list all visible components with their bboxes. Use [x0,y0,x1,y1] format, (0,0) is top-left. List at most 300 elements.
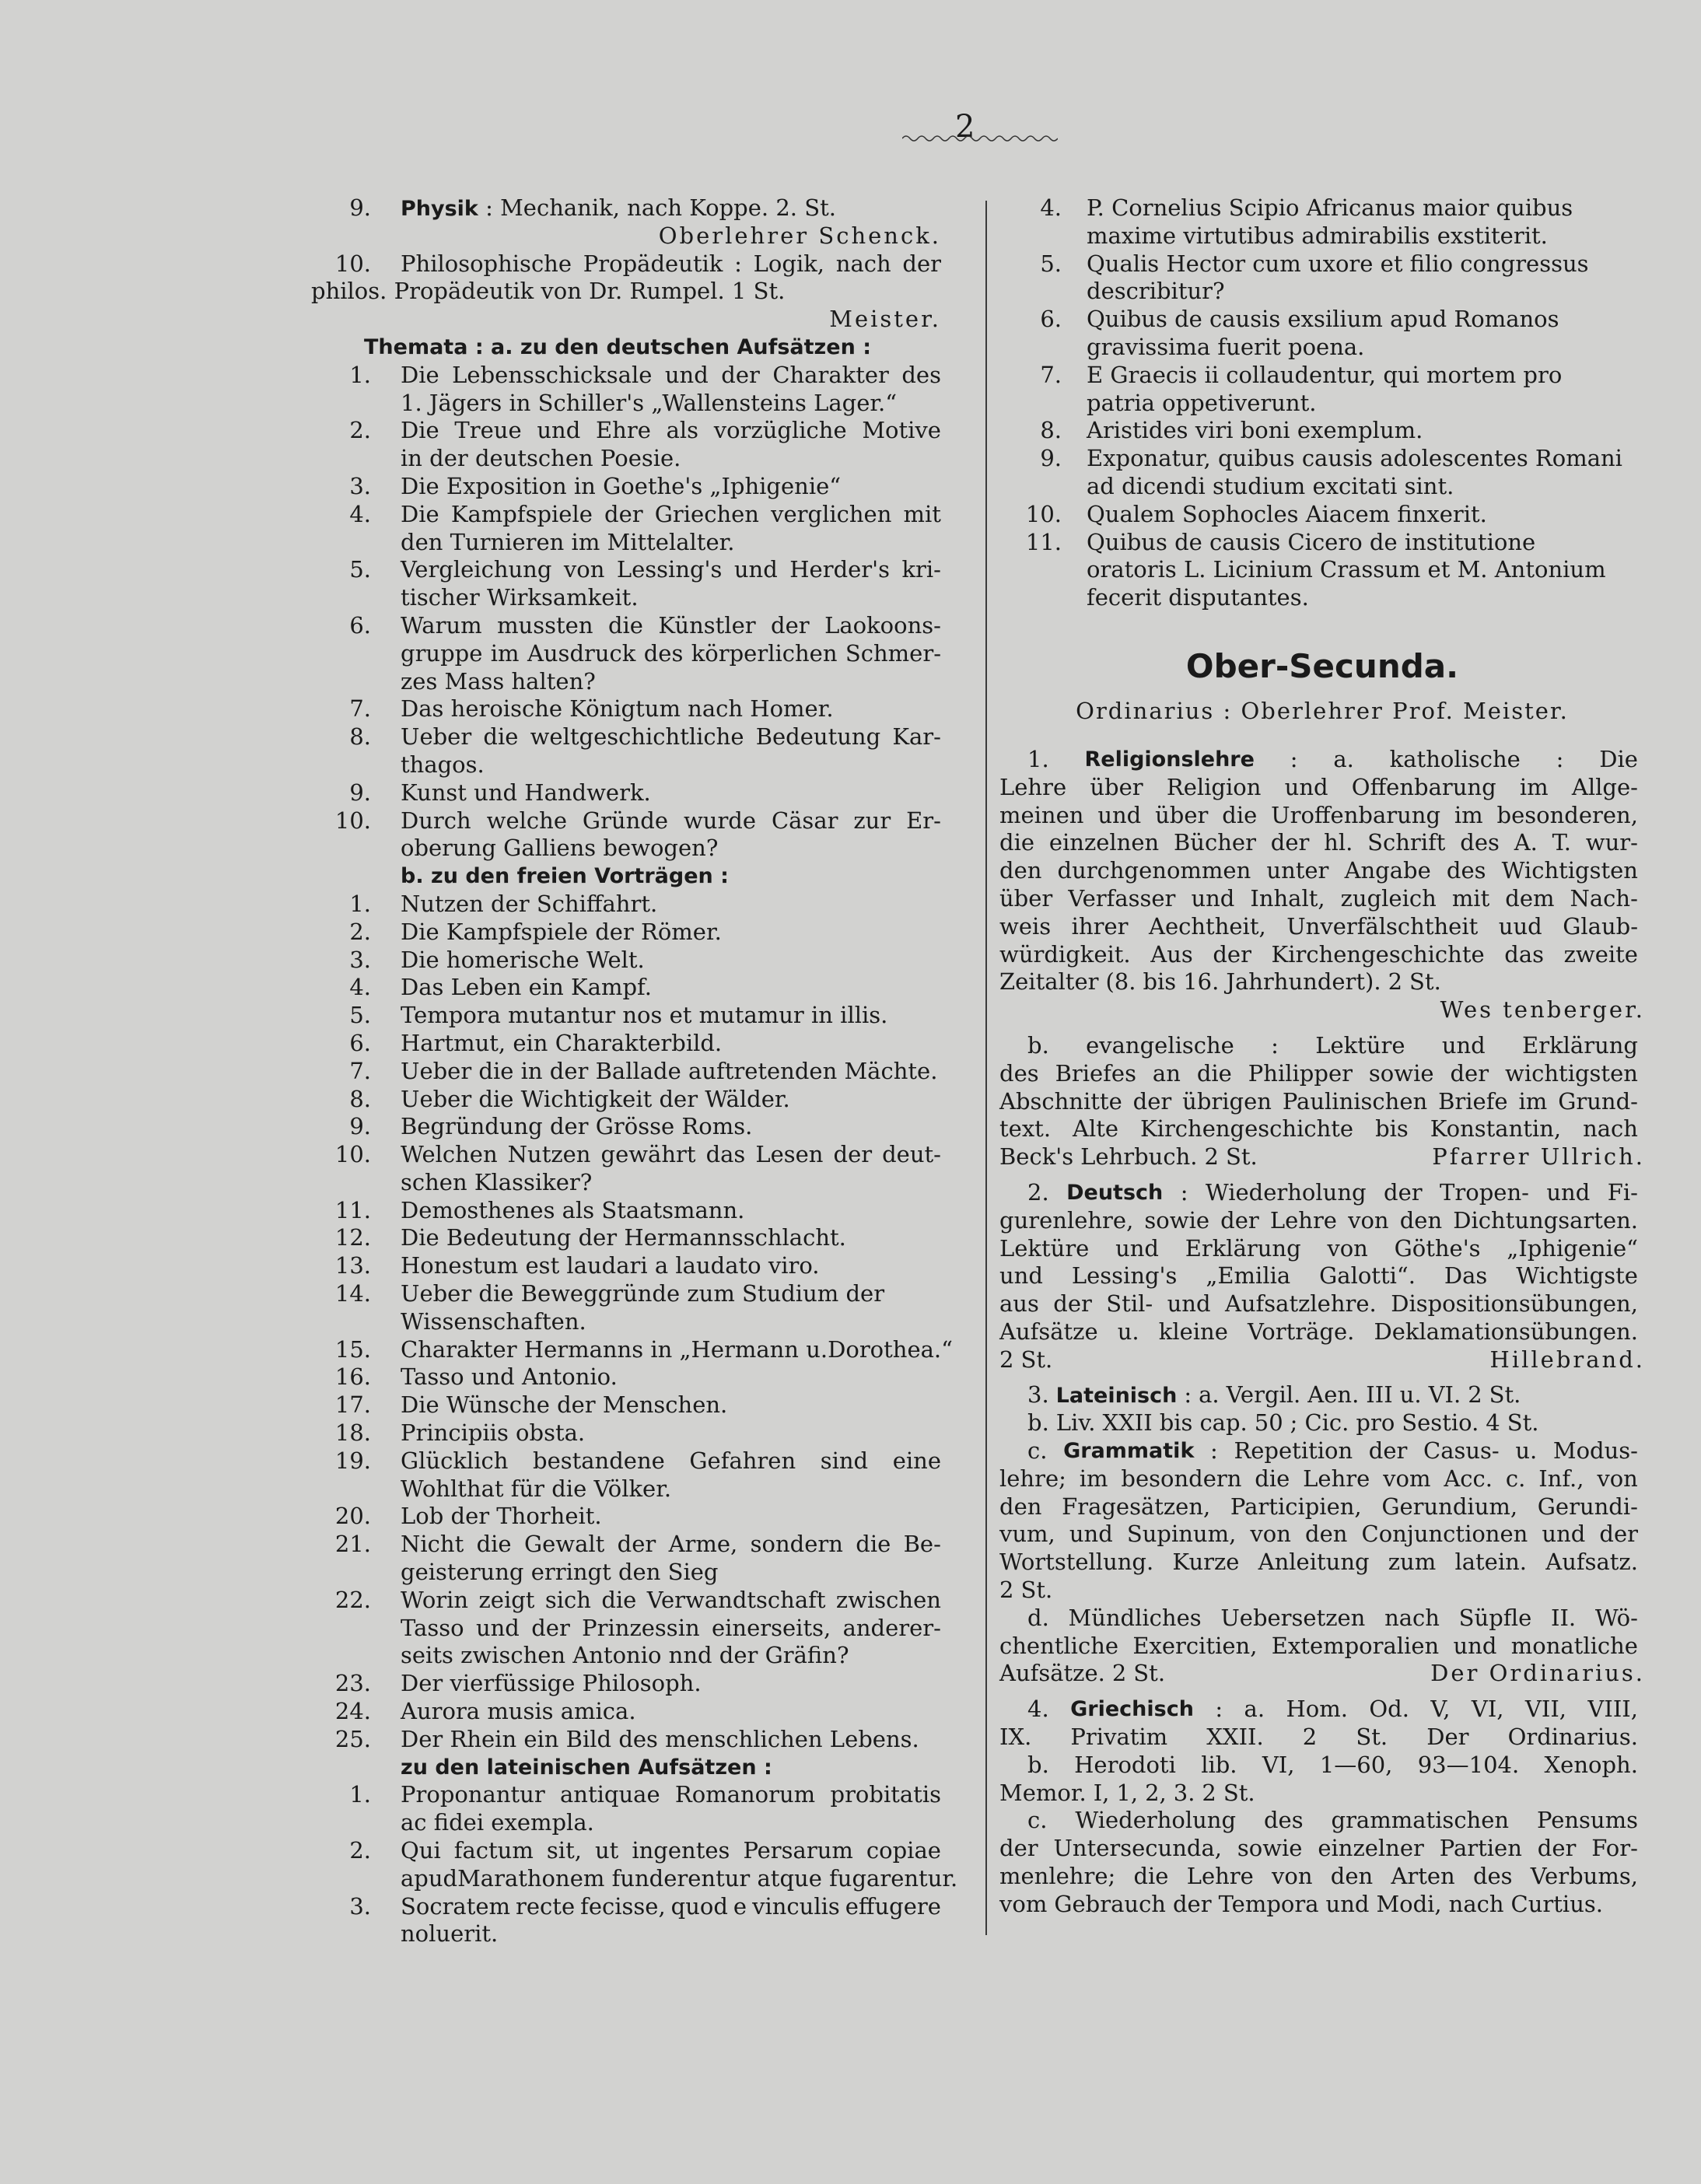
griechisch-text: c. Wiederholung des grammatischen Pensums [1027,1807,1638,1834]
ordinarius-line: Ordinarius : Oberlehrer Prof. Meister. [1076,697,1569,724]
item-text: patria oppetiverunt. [1087,389,1317,416]
list-item-line [999,334,1645,362]
item-number: 6. [349,611,371,639]
list-item-line [311,1587,941,1615]
item-text: ad dicendi studium excitati sint. [1087,472,1454,499]
griechisch-line [999,1807,1645,1835]
item-number: 9. [349,194,371,221]
list-item-line [999,445,1645,473]
class-heading: Ober-Secunda. [1185,646,1459,685]
item-text: thagos. [401,751,485,778]
philos-text-2: philos. Propädeutik von Dr. Rumpel. 1 St. [311,278,786,305]
teacher-name: Hillebrand. [1489,1346,1645,1373]
list-item-line [311,1447,941,1475]
item-number: 12. [334,1224,371,1251]
list-item-line [311,668,941,696]
deutsch-last-line [999,1346,1645,1374]
religion-ev-line [999,1088,1645,1116]
item-number: 10. [334,250,371,277]
item-number: 2. [349,1837,371,1864]
list-item-line [999,556,1645,584]
latein-text: chentliche Exercitien, Extemporalien und monatliche [999,1632,1638,1659]
item-text: Nicht die Gewalt der Arme, sondern die Be- [401,1531,941,1558]
item-text: Der Rhein ein Bild des menschlichen Lebens. [401,1725,919,1752]
deutsch-line [999,1207,1645,1235]
item-number: 16. [334,1363,371,1391]
item-number: 15. [334,1335,371,1363]
religion-ev-line [999,1060,1645,1088]
item-text: P. Cornelius Scipio Africanus maior quibus [1087,194,1573,221]
item-text: Die Exposition in Goethe's „Iphigenie“ [401,472,842,499]
teacher-line [999,996,1645,1024]
item-text: Quibus de causis exsilium apud Romanos [1087,306,1559,333]
griechisch-line [999,1835,1645,1863]
item-text: Vergleichung von Lessing's und Herder's kri- [401,556,941,583]
list-item-line [311,1169,941,1197]
list-item-line [311,640,941,668]
deutsch-text: und Lessing's „Emilia Galotti“. Das Wichtigste [999,1262,1638,1290]
religion-line [999,885,1645,913]
item-text: Durch welche Gründe wurde Cäsar zur Er- [401,807,941,834]
item-number: 7. [349,1057,371,1084]
list-item-line [311,1670,941,1698]
deutsch-text: Lektüre und Erklärung von Göthe's „Iphigenie“ [999,1234,1638,1262]
list-item-line [311,947,941,975]
deutsch-line [999,1262,1645,1290]
religion-ev-text: Beck's Lehrbuch. 2 St. [999,1143,1258,1171]
item-text: in der deutschen Poesie. [401,445,681,472]
item-number: 5. [349,1002,371,1029]
item-text: Worin zeigt sich die Verwandtschaft zwischen [401,1586,941,1613]
item-number: 1. [349,890,371,917]
item-number: 18. [334,1419,371,1447]
list-item-line [999,417,1645,445]
list-item-line [311,501,941,529]
item-text: Ueber die Wichtigkeit der Wälder. [401,1085,790,1112]
item-text: Aurora musis amica. [401,1698,636,1725]
list-item-line [311,1809,941,1837]
griechisch-line [999,1752,1645,1780]
list-item-line [311,1030,941,1058]
list-item-line [311,1419,941,1447]
list-item-line [311,556,941,584]
item-number: 10. [334,807,371,834]
list-item-line [311,1893,941,1921]
item-text: Honestum est laudari a laudato viro. [401,1252,820,1279]
religion-line [999,746,1645,774]
latein-line [999,1381,1645,1409]
item-text: oratoris L. Licinium Crassum et M. Antonium [1087,556,1606,583]
religion-text: Zeitalter (8. bis 16. Jahrhundert). 2 St. [999,968,1441,996]
religion-line [999,774,1645,802]
griechisch-text: Memor. I, 1, 2, 3. 2 St. [999,1779,1255,1806]
spacer [999,1171,1645,1179]
griechisch-line [999,1863,1645,1891]
list-item-line [311,835,941,863]
list-item-line [999,278,1645,306]
religion-line [999,829,1645,857]
vortraege-heading-line [311,863,941,891]
section-heading: b. zu den freien Vorträgen : [401,864,729,889]
list-item-line [311,919,941,947]
item-number: 2. [349,417,371,444]
list-item-line [311,1058,941,1086]
item-text: Socratem recte fecisse, quod e vinculis effugere [401,1892,941,1920]
teacher-name: Der Ordinarius. [1430,1660,1645,1687]
teacher-name: Wes tenberger. [1440,996,1645,1024]
item-text: Das Leben ein Kampf. [401,974,652,1001]
item-number: 23. [334,1670,371,1697]
deutsch-text: 2. Deutsch : Wiederholung der Tropen- und Fi- [1027,1178,1638,1206]
list-item-line [311,612,941,640]
item-number: 9. [349,779,371,806]
list-item-line [999,584,1645,612]
list-item-line [311,1475,941,1503]
latein-text: 3. Lateinisch : a. Vergil. Aen. III u. VI. 2 St. [1027,1381,1521,1409]
item-text: Die Treue und Ehre als vorzügliche Motive [401,417,941,444]
item-number: 10. [1025,500,1062,527]
list-item-line [311,390,941,418]
item-text: zes Mass halten? [401,667,596,695]
religion-ev-line [999,1032,1645,1060]
latein-line [999,1577,1645,1605]
item-number: 25. [334,1725,371,1752]
list-item-line [311,1252,941,1280]
teacher-line [311,306,941,334]
deutsch-line [999,1235,1645,1263]
section-heading: Themata : a. zu den deutschen Aufsätzen : [364,334,872,359]
religion-ev-text: Abschnitte der übrigen Paulinischen Briefe im Grund- [999,1087,1638,1115]
item-number: 3. [349,946,371,973]
griechisch-text: b. Herodoti lib. VI, 1—60, 93—104. Xenoph. [1027,1751,1638,1778]
deutsch-line [999,1290,1645,1318]
philos-line [311,250,941,278]
item-text: Hartmut, ein Charakterbild. [401,1029,723,1056]
list-item-line [311,1503,941,1531]
religion-line [999,802,1645,830]
list-item-line [999,362,1645,390]
list-item-line [311,695,941,723]
item-text: Qualem Sophocles Aiacem finxerit. [1087,500,1487,527]
latein-heading-line [311,1754,941,1782]
list-item-line [999,529,1645,557]
list-item-line [999,194,1645,222]
item-text: schen Klassiker? [401,1168,593,1195]
item-text: Die Kampfspiele der Römer. [401,918,722,945]
griechisch-line [999,1780,1645,1808]
item-number: 6. [1040,306,1062,333]
list-item-line [311,1920,941,1948]
item-text: apudMarathonem funderentur atque fugarentur. [401,1864,958,1892]
item-text: Qui factum sit, ut ingentes Persarum copiae [401,1837,941,1864]
item-number: 4. [1040,194,1062,221]
item-number: 13. [334,1252,371,1279]
item-text: Principiis obsta. [401,1419,586,1447]
list-item-line [311,891,941,919]
griechisch-line [999,1891,1645,1919]
list-item-line [311,1113,941,1141]
item-number: 7. [349,695,371,723]
religion-text: 1. Religionslehre : a. katholische : Die [1027,745,1638,772]
item-text: Die homerische Welt. [401,946,645,973]
item-number: 3. [349,1892,371,1920]
list-item-line [311,779,941,807]
item-text: fecerit disputantes. [1087,584,1309,611]
item-text: describitur? [1087,278,1225,305]
item-text: noluerit. [401,1920,499,1948]
list-item-line [311,1391,941,1419]
griechisch-line [999,1696,1645,1724]
item-number: 5. [1040,250,1062,277]
list-item-line [311,1363,941,1391]
left-column [311,194,958,1948]
religion-text: über Verfasser und Inhalt, zugleich mit dem Nach- [999,884,1638,912]
section-heading: zu den lateinischen Aufsätzen : [401,1755,772,1780]
latein-line [999,1549,1645,1577]
item-number: 1. [349,361,371,388]
item-text: Lob der Thorheit. [401,1503,602,1530]
list-item-line [311,445,941,473]
latein-line [999,1605,1645,1633]
item-text: Die Wünsche der Menschen. [401,1391,728,1419]
item-text: Der vierfüssige Philosoph. [401,1670,702,1697]
religion-line [999,857,1645,885]
list-item-line [999,250,1645,278]
latein-text: Wortstellung. Kurze Anleitung zum latein. Aufsatz. [999,1549,1638,1576]
latein-last-line [999,1660,1645,1688]
religion-text: würdigkeit. Aus der Kirchengeschichte das zweite [999,940,1638,968]
list-item-line [311,1002,941,1030]
item-number: 3. [349,472,371,499]
list-item-line [311,1335,953,1364]
religion-ev-text: des Briefes an die Philipper sowie der wichtigsten [999,1059,1638,1087]
philos-line-2 [311,278,941,306]
item-text: oberung Galliens bewogen? [401,835,719,862]
list-item-line [311,1224,941,1252]
item-text: E Graecis ii collaudentur, qui mortem pro [1087,361,1563,388]
griechisch-line [999,1724,1645,1752]
item-text: Das heroische Königtum nach Homer. [401,695,834,723]
deutsch-line [999,1318,1645,1346]
item-text: Die Lebensschicksale und der Charakter des [401,361,941,388]
list-item-line [311,1086,941,1114]
item-text: ac fidei exempla. [401,1809,594,1836]
item-number: 9. [349,1113,371,1140]
religion-text: weis ihrer Aechtheit, Unverfälschtheit uud Glaub- [999,912,1638,940]
item-number: 6. [349,1029,371,1056]
deutsch-text: aus der Stil- und Aufsatzlehre. Dispositionsübungen, [999,1290,1638,1318]
item-text: Warum mussten die Künstler der Laokoons- [401,611,941,639]
teacher-name: Meister. [829,306,941,333]
latein-text: vum, und Supinum, von den Conjunctionen und der [999,1521,1638,1548]
item-text: Quibus de causis Cicero de institutione [1087,528,1536,555]
philos-entry: Philosophische Propädeutik : Logik, nach der [401,250,941,277]
religion-ev-last-line [999,1143,1645,1171]
griechisch-text: IX. Privatim XXII. 2 St. Der Ordinarius. [999,1724,1638,1751]
item-text: Exponatur, quibus causis adolescentes Romani [1087,445,1622,472]
spacer [999,1024,1645,1032]
religion-text: den durchgenommen unter Angabe des Wichtigsten [999,857,1638,884]
item-text: tischer Wirksamkeit. [401,584,639,611]
list-item-line [311,1141,941,1169]
item-number: 8. [1040,417,1062,444]
list-item-line [311,362,941,390]
list-item-line [999,501,1645,529]
religion-line [999,913,1645,941]
list-item-line [311,751,941,779]
item-text: Begründung der Grösse Roms. [401,1113,753,1140]
latein-line [999,1465,1645,1493]
item-text: seits zwischen Antonio nnd der Gräfin? [401,1642,849,1669]
item-text: Proponantur antiquae Romanorum probitatis [401,1781,941,1808]
list-item-line [311,1698,941,1726]
religion-text: meinen und über die Uroffenbarung im besonderen, [999,801,1638,828]
item-text: Wissenschaften. [401,1307,586,1335]
list-item-line [311,723,941,751]
item-text: Ueber die Beweggründe zum Studium der [401,1280,885,1307]
item-text: Ueber die in der Ballade auftretenden Mächte. [401,1057,938,1084]
list-item-line [311,1864,958,1893]
item-text: gravissima fuerit poena. [1087,333,1365,360]
latein-text: den Fragesätzen, Participien, Gerundium, Gerundi- [999,1493,1638,1520]
item-number: 10. [334,1141,371,1168]
religion-text: Lehre über Religion und Offenbarung im Allge- [999,773,1638,800]
list-item-line [999,222,1645,250]
list-item-line [311,1308,941,1336]
latein-line [999,1437,1645,1465]
religion-ev-text: b. evangelische : Lektüre und Erklärung [1027,1031,1638,1059]
item-number: 11. [1025,528,1062,555]
religion-line [999,968,1645,996]
deutsch-text: gurenlehre, sowie der Lehre von den Dichtungsarten. [999,1206,1638,1234]
item-text: Aristides viri boni exemplum. [1087,417,1423,444]
item-text: Demosthenes als Staatsmann. [401,1196,745,1223]
teacher-line [311,222,941,250]
item-number: 17. [334,1391,371,1419]
list-item-line [311,417,941,445]
item-number: 4. [349,500,371,527]
item-number: 22. [334,1586,371,1613]
list-item-line [311,1781,941,1809]
item-number: 19. [334,1447,371,1474]
deutsch-text: Aufsätze u. kleine Vorträge. Deklamationsübungen. [999,1318,1638,1345]
item-number: 11. [334,1196,371,1223]
item-number: 14. [334,1280,371,1307]
list-item-line [999,306,1645,334]
physik-line [311,194,941,222]
physik-text: : Mechanik, nach Koppe. 2. St. [485,194,836,221]
item-text: den Turnieren im Mittelalter. [401,528,735,555]
deutsch-text: 2 St. [999,1346,1053,1373]
latein-text: d. Mündliches Uebersetzen nach Süpfle II. Wö- [1027,1604,1638,1631]
item-number: 5. [349,556,371,583]
item-text: 1. Jägers in Schiller's „Wallensteins Lager.“ [401,389,898,416]
item-number: 24. [334,1698,371,1725]
item-text: Charakter Hermanns in „Hermann u.Dorothea.“ [401,1335,953,1363]
subject-label: Physik [401,197,478,221]
item-text: Welchen Nutzen gewährt das Lesen der deut- [401,1141,941,1168]
item-number: 20. [334,1503,371,1530]
list-item-line [311,1559,941,1587]
list-item-line [311,1837,941,1865]
latein-line [999,1521,1645,1549]
item-number: 8. [349,1085,371,1112]
item-text: Glücklich bestandene Gefahren sind eine [401,1447,941,1474]
religion-ev-text: text. Alte Kirchengeschichte bis Konstantin, nach [999,1115,1638,1143]
themata-heading-line [311,334,941,362]
list-item-line [311,1531,941,1559]
list-item-line [311,1197,941,1225]
item-text: Die Bedeutung der Hermannsschlacht. [401,1224,846,1251]
item-number: 1. [349,1781,371,1808]
item-text: Die Kampfspiele der Griechen verglichen mit [401,500,941,527]
list-item-line [311,529,941,557]
latein-text: lehre; im besondern die Lehre vom Acc. c. Inf., von [999,1465,1638,1492]
item-number: 7. [1040,361,1062,388]
item-text: Qualis Hector cum uxore et filio congressus [1087,250,1589,277]
item-text: gruppe im Ausdruck des körperlichen Schmer- [401,639,941,667]
ornament-wave [902,131,1058,146]
item-text: Ueber die weltgeschichtliche Bedeutung Kar- [401,723,941,751]
latein-text: b. Liv. XXII bis cap. 50 ; Cic. pro Sestio. 4 St. [1027,1409,1539,1437]
item-number: 9. [1040,445,1062,472]
page-number: 2 [955,109,975,145]
griechisch-text: vom Gebrauch der Tempora und Modi, nach Curtius. [999,1890,1603,1917]
list-item-line [311,1726,941,1754]
list-item-line [311,584,941,612]
latein-text: c. Grammatik : Repetition der Casus- u. Modus- [1027,1437,1638,1465]
griechisch-text: der Untersecunda, sowie einzelner Partien der For- [999,1835,1638,1862]
latein-text: Aufsätze. 2 St. [999,1660,1166,1687]
latein-line [999,1409,1645,1437]
list-item-line [311,1615,941,1643]
item-number: 4. [349,974,371,1001]
item-text: Kunst und Handwerk. [401,779,651,806]
religion-line [999,941,1645,969]
griechisch-text: 4. Griechisch : a. Hom. Od. V, VI, VII, VIII, [1027,1696,1638,1723]
latein-text: 2 St. [999,1577,1053,1604]
list-item-line [311,1280,941,1308]
item-text: Tempora mutantur nos et mutamur in illis. [401,1002,888,1029]
item-text: geisterung erringt den Sieg [401,1559,719,1586]
list-item-line [311,473,941,501]
item-text: Nutzen der Schiffahrt. [401,890,658,917]
column-divider [985,201,987,1935]
item-number: 2. [349,918,371,945]
list-item-line [311,974,941,1002]
religion-ev-line [999,1115,1645,1143]
list-item-line [311,807,941,835]
latein-line [999,1493,1645,1521]
spacer [999,1688,1645,1696]
list-item-line [999,390,1645,418]
teacher-name: Pfarrer Ullrich. [1432,1143,1645,1171]
item-text: maxime virtutibus admirabilis exstiterit. [1087,222,1548,249]
item-number: 21. [334,1531,371,1558]
item-number: 8. [349,723,371,751]
deutsch-line [999,1179,1645,1207]
list-item-line [311,1642,941,1670]
item-text: Wohlthat für die Völker. [401,1475,672,1502]
griechisch-text: menlehre; die Lehre von den Arten des Verbums, [999,1863,1638,1890]
list-item-line [999,473,1645,501]
spacer [999,1919,1645,1927]
latein-line [999,1633,1645,1661]
spacer [999,1374,1645,1381]
religion-text: die einzelnen Bücher der hl. Schrift des A. T. wur- [999,829,1638,856]
physik-entry [401,194,836,223]
teacher-name: Oberlehrer Schenck. [658,222,941,249]
